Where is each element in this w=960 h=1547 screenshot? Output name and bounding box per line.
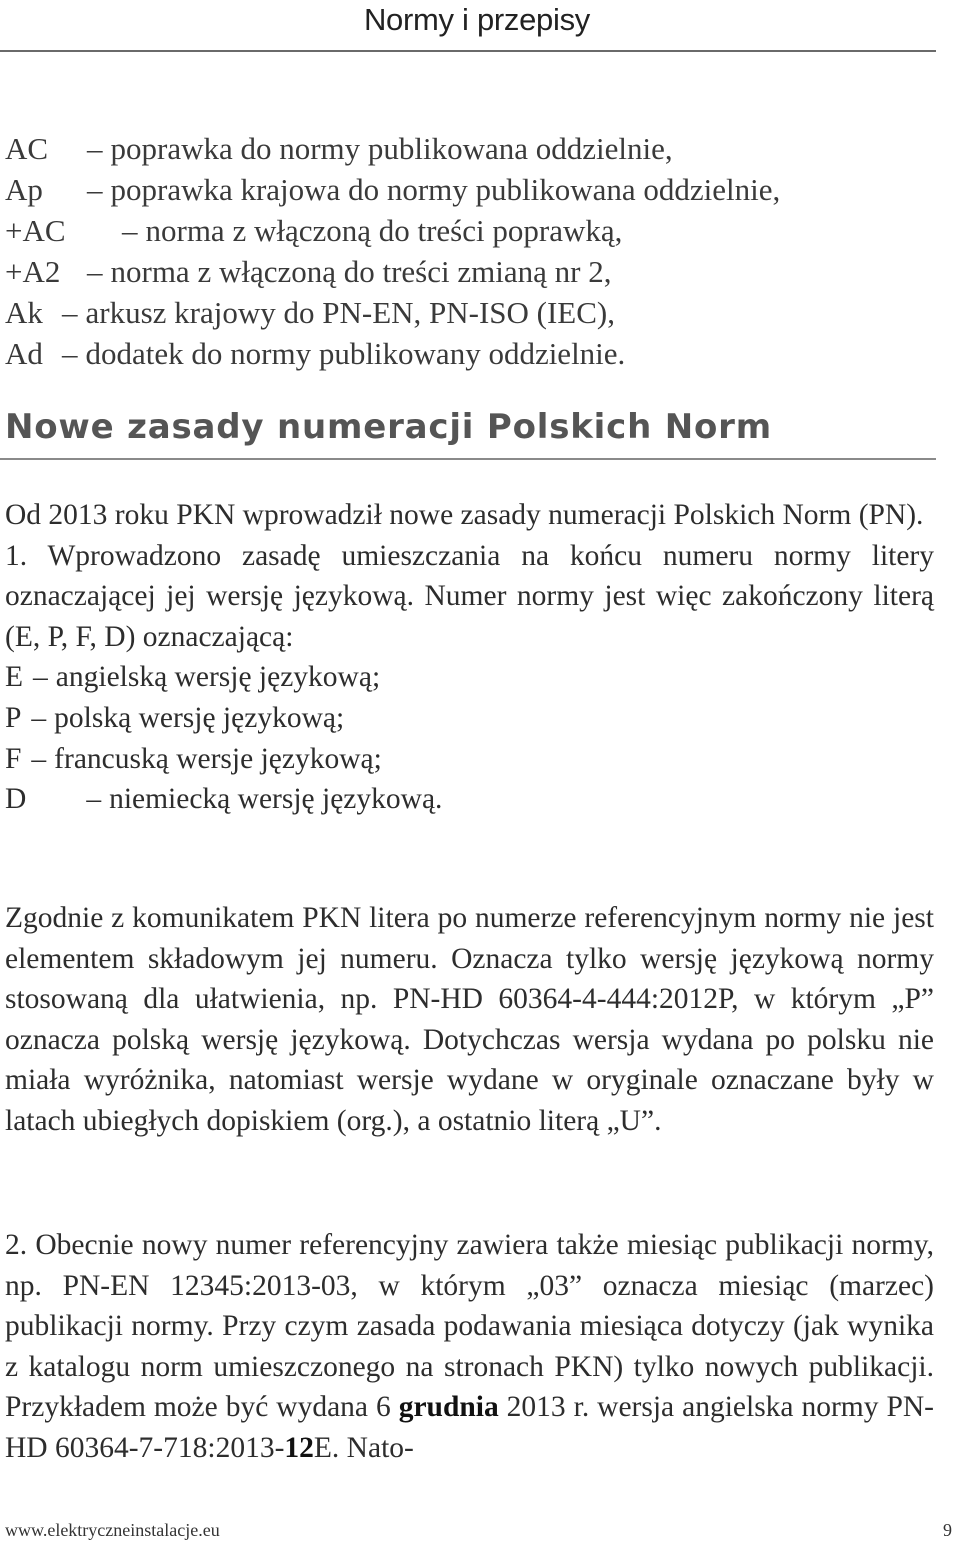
language-desc: angielską wersję językową; (55, 661, 381, 694)
abbreviation-code: Ad (5, 336, 43, 371)
intro-paragraph: Od 2013 roku PKN wprowadził nowe zasady numeracji Polskich Norm (PN). (5, 499, 924, 531)
language-item: F – francuską wersje językową; (5, 742, 382, 775)
page-number: 9 (943, 1520, 952, 1540)
abbreviation-code: +A2 (5, 254, 61, 289)
page-header-title: Normy i przepisy (363, 2, 590, 37)
intro-block (5, 495, 934, 820)
abbreviation-code: +AC (5, 213, 66, 248)
point-2-block (5, 1225, 934, 1469)
language-code: F (5, 742, 22, 775)
language-desc: polską wersję językową; (54, 701, 345, 734)
abbreviation-item: Ak – arkusz krajowy do PN-EN, PN-ISO (IEC), (5, 292, 780, 333)
abbreviation-item: AC – poprawka do normy publikowana oddzielnie, (5, 128, 780, 169)
notice-paragraph-block (5, 898, 934, 1142)
section-divider (0, 458, 936, 460)
abbreviation-desc: dodatek do normy publikowany oddzielnie. (85, 336, 626, 371)
point-2-text: 2. Obecnie nowy numer referencyjny zawiera także miesiąc publikacji normy, np. PN-EN 12345:2013-03, w którym „03” oznacza miesiąc (marzec) publikacji normy. Przy czym zasada podawania miesiąca dotyczy (jak wynika z katalogu norm umieszczonego na stronach PKN) tylko nowych publikacji. Przykładem może być wydana 6 (5, 1229, 934, 1424)
abbreviation-desc: arkusz krajowy do PN-EN, PN-ISO (IEC), (85, 295, 615, 330)
footer-url: www.elektryczneinstalacje.eu (5, 1520, 220, 1540)
abbreviation-desc: norma z włączoną do treści poprawką, (145, 213, 623, 248)
notice-paragraph: Zgodnie z komunikatem PKN litera po numerze referencyjnym normy nie jest elementem składowym jej numeru. Oznacza tylko wersję językową normy stosowaną dla ułatwienia, np. PN-HD 60364-4-444:2012P, w którym „P” oznacza polską wersję językową. Dotychczas wersja wydana po polsku nie miała wyróżnika, natomiast wersje wydane w oryginale oznaczane były w latach ubiegłych dopiskiem (org.), a ostatnio literą „U”. (5, 902, 934, 1137)
abbreviation-item: +AC – norma z włączoną do treści poprawką, (5, 210, 780, 251)
language-item: E – angielską wersję językową; (5, 661, 381, 694)
abbreviation-item: +A2 – norma z włączoną do treści zmianą nr 2, (5, 251, 780, 292)
point-2-bold-month: grudnia (398, 1391, 499, 1424)
abbreviation-code: AC (5, 131, 49, 166)
language-code: E (5, 661, 24, 694)
abbreviation-desc: poprawka do normy publikowana oddzielnie, (110, 131, 673, 166)
abbreviation-desc: norma z włączoną do treści zmianą nr 2, (110, 254, 612, 289)
point-1-paragraph: 1. Wprowadzono zasadę umieszczania na końcu numeru normy litery oznaczającej jej wersję językową. Numer normy jest więc zakończony literą (E, P, F, D) oznaczającą: (5, 539, 934, 653)
abbreviation-code: Ap (5, 172, 43, 207)
abbreviation-desc: poprawka krajowa do normy publikowana oddzielnie, (110, 172, 781, 207)
abbreviation-list (5, 128, 780, 374)
point-2-bold-number: 12 (284, 1431, 314, 1464)
language-desc: niemiecką wersję językową. (109, 783, 443, 816)
point-2-text: E. Nato- (313, 1431, 414, 1464)
language-item: D – niemiecką wersję językową. (5, 783, 443, 816)
point-2-paragraph (5, 1225, 934, 1469)
point-2-text: 2013 r. wersja angielska normy PN-HD 60364-7-718:2013- (5, 1391, 934, 1464)
abbreviation-item: Ad – dodatek do normy publikowany oddzielnie. (5, 333, 780, 374)
abbreviation-code: Ak (5, 295, 43, 330)
language-item: P – polską wersję językową; (5, 701, 345, 734)
language-code: D (5, 783, 27, 816)
header-divider (0, 50, 936, 52)
abbreviation-item: Ap – poprawka krajowa do normy publikowana oddzielnie, (5, 169, 780, 210)
section-heading: Nowe zasady numeracji Polskich Norm (5, 407, 772, 447)
language-desc: francuską wersje językową; (54, 742, 382, 775)
language-code: P (5, 701, 22, 734)
